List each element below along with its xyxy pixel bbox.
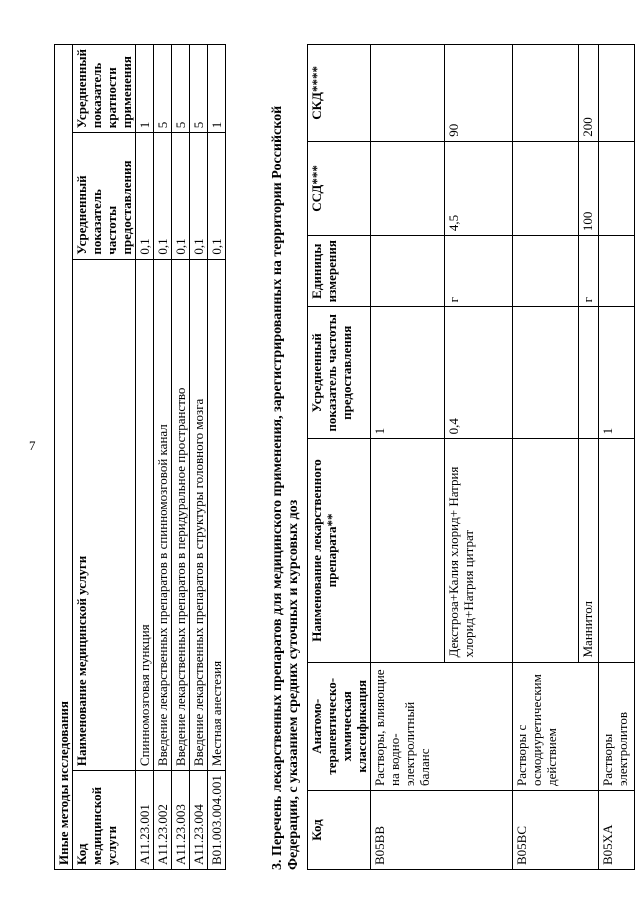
header-ssd: ССД*** (308, 141, 371, 235)
table-row (136, 45, 154, 870)
service-multiplicity: 5 (190, 45, 208, 133)
service-code: A11.23.004 (190, 771, 208, 870)
service-name: Введение лекарственных препаратов в спинномозговой канал (154, 259, 172, 771)
service-multiplicity: 5 (154, 45, 172, 133)
service-name: Введение лекарственных препаратов в перидуральное пространство (172, 259, 190, 771)
service-frequency: 0,1 (136, 133, 154, 259)
header-frequency: Усредненный показатель частоты предоставления (73, 133, 136, 259)
medical-services-table (54, 44, 226, 870)
header-unit: Единицы измерения (308, 236, 371, 307)
header-code: Код (308, 791, 371, 870)
atc-class: Растворы, влияющие на водно-электролитный баланс (371, 662, 513, 790)
unit (599, 236, 635, 307)
service-code: A11.23.002 (154, 771, 172, 870)
drug-name (513, 439, 579, 662)
service-name: Введение лекарственных препаратов в структуры головного мозга (190, 259, 208, 771)
skd (599, 45, 635, 142)
skd: 90 (445, 45, 513, 142)
drug-name: Маннитол (579, 439, 599, 662)
ssd (599, 141, 635, 235)
service-multiplicity: 1 (208, 45, 226, 133)
unit (371, 236, 445, 307)
page-number: 7 (29, 438, 36, 453)
drug-name (371, 439, 445, 662)
skd (371, 45, 445, 142)
atc-code: B05BC (513, 791, 599, 870)
atc-class: Растворы с осмодиуретическим действием (513, 662, 599, 790)
service-code: A11.23.001 (136, 771, 154, 870)
drug-frequency: 0,4 (445, 307, 513, 439)
service-frequency: 0,1 (208, 133, 226, 259)
group-frequency: 1 (599, 307, 635, 439)
ssd (371, 141, 445, 235)
header-skd: СКД**** (308, 45, 371, 142)
table-row (154, 45, 172, 870)
drugs-table (307, 44, 635, 870)
table-row (172, 45, 190, 870)
service-multiplicity: 5 (172, 45, 190, 133)
service-frequency: 0,1 (172, 133, 190, 259)
drug-name: Декстроза+Калия хлорид+ Натрия хлорид+Натрия цитрат (445, 439, 513, 662)
header-frequency: Усредненный показатель частоты предоставления (308, 307, 371, 439)
header-row (73, 45, 136, 870)
header-code: Код медицинской услуги (73, 771, 136, 870)
atc-class: Растворы электролитов (599, 662, 635, 790)
table-row (208, 45, 226, 870)
section-title: Иные методы исследования (55, 45, 73, 870)
skd (513, 45, 579, 142)
table-row (190, 45, 208, 870)
service-name: Местная анестезия (208, 259, 226, 771)
atc-code: B05XA (599, 791, 635, 870)
service-frequency: 0,1 (190, 133, 208, 259)
drug-frequency (579, 307, 599, 439)
service-frequency: 0,1 (154, 133, 172, 259)
table-row (599, 45, 635, 870)
service-code: B01.003.004.001 (208, 771, 226, 870)
service-multiplicity: 1 (136, 45, 154, 133)
section-heading: 3. Перечень лекарственных препаратов для медицинского применения, зарегистрированных на территории Российской Федерации, с указанием средних суточных и курсовых доз (270, 105, 301, 870)
header-multiplicity: Усредненный показатель кратности применения (73, 45, 136, 133)
skd: 200 (579, 45, 599, 142)
atc-code: B05BB (371, 791, 513, 870)
header-atc: Анатомо-терапевтическо-химическая классификация (308, 662, 371, 790)
ssd: 4,5 (445, 141, 513, 235)
unit (513, 236, 579, 307)
group-frequency: 1 (371, 307, 445, 439)
header-drug-name: Наименование лекарственного препарата** (308, 439, 371, 662)
ssd: 100 (579, 141, 599, 235)
table-row (513, 45, 579, 870)
group-frequency (513, 307, 579, 439)
unit: г (579, 236, 599, 307)
service-code: A11.23.003 (172, 771, 190, 870)
rotated-page-content (50, 40, 630, 870)
header-name: Наименование медицинской услуги (73, 259, 136, 771)
drug-name (599, 439, 635, 662)
section-row (55, 45, 73, 870)
table-row (371, 45, 445, 870)
unit: г (445, 236, 513, 307)
service-name: Спинномозговая пункция (136, 259, 154, 771)
header-row (308, 45, 371, 870)
ssd (513, 141, 579, 235)
